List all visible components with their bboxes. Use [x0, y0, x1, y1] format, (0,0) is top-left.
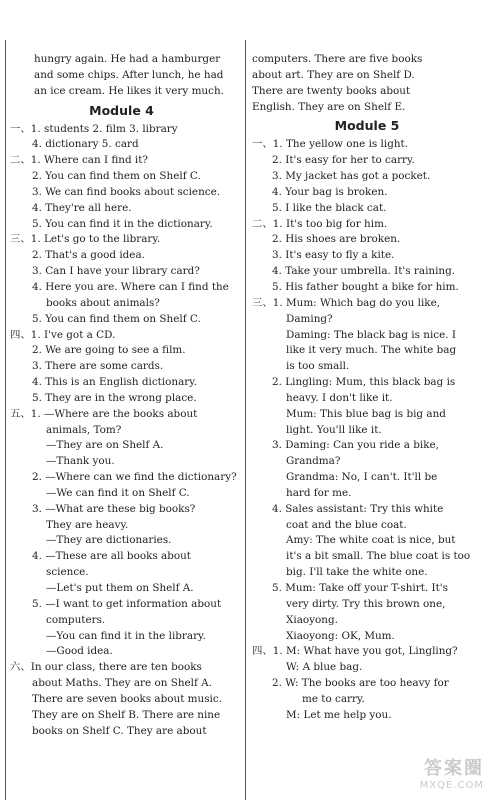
answer-line: Mum: This blue bag is big and [286, 407, 446, 420]
answer-line: books about animals? [46, 296, 160, 309]
answer-line: 4. They're all here. [32, 201, 132, 214]
answer-line: Amy: The white coat is nice, but [286, 534, 456, 547]
answer-line: 2. You can find them on Shelf C. [32, 170, 201, 183]
answer-line: 3. My jacket has got a pocket. [272, 170, 431, 183]
answer-line: 5. Mum: Take off your T-shirt. It's [272, 582, 448, 594]
left-margin-rule [5, 40, 6, 800]
answer-line: 2. We are going to see a film. [32, 344, 186, 357]
answer-line: it's a bit small. The blue coat is too [286, 550, 471, 563]
answer-line: science. [46, 566, 89, 579]
answer-line: 5. They are in the wrong place. [32, 391, 197, 404]
answer-line: 5. —I want to get information about [32, 597, 222, 610]
answer-line: 3. Can I have your library card? [32, 265, 200, 278]
right-column [252, 52, 482, 724]
answer-line: hard for me. [286, 486, 352, 499]
answer-line: 4. This is an English dictionary. [32, 376, 198, 389]
answer-line: very dirty. Try this brown one, [286, 597, 446, 610]
answer-line: 3. We can find books about science. [32, 185, 221, 198]
answer-line: 六、In our class, there are ten books [10, 661, 202, 674]
answer-line: —They are on Shelf A. [46, 439, 164, 452]
answer-line: 3. It's easy to fly a kite. [272, 249, 395, 262]
answer-line: Daming: The black bag is nice. I [286, 328, 456, 341]
answer-line: like it very much. The white bag [286, 344, 457, 357]
answer-line: —We can find it on Shelf C. [46, 486, 190, 499]
answer-line: 二、1. Where can I find it? [10, 154, 149, 167]
answer-line: 二、1. It's too big for him. [252, 217, 388, 230]
answer-line: computers. [46, 613, 106, 626]
answer-line: 三、1. Let's go to the library. [10, 233, 161, 246]
answer-line: 三、1. Mum: Which bag do you like, [252, 296, 441, 309]
answer-line: 2. It's easy for her to carry. [272, 154, 415, 167]
answer-line: animals, Tom? [46, 423, 122, 436]
watermark-logo [394, 758, 484, 796]
answer-line: coat and the blue coat. [286, 518, 407, 531]
answer-line: 一、1. The yellow one is light. [252, 138, 409, 151]
answer-line: is too small. [286, 360, 350, 373]
answer-line: big. I'll take the white one. [286, 566, 428, 579]
answer-line: —Let's put them on Shelf A. [46, 582, 194, 594]
watermark-url: MXQE.COM [419, 780, 484, 791]
answer-line: —You can find it in the library. [46, 629, 206, 642]
answer-line: W: A blue bag. [286, 661, 363, 674]
answer-line: 5. I like the black cat. [272, 201, 387, 214]
answer-line: light. You'll like it. [286, 423, 382, 436]
answer-line: computers. There are five books [252, 53, 423, 65]
left-column [10, 52, 237, 739]
answer-line: 5. You can find them on Shelf C. [32, 312, 201, 325]
answer-line: There are twenty books about [252, 84, 411, 97]
watermark-title: 答案圈 [424, 758, 484, 779]
answer-line: Xiaoyong: OK, Mum. [286, 629, 395, 642]
answer-line: 2. W: The books are too heavy for [272, 677, 449, 690]
module-heading: Module 4 [89, 102, 154, 118]
answer-line: an ice cream. He likes it very much. [34, 84, 224, 97]
answer-line: 4. Sales assistant: Try this white [272, 502, 444, 515]
answer-line: English. They are on Shelf E. [252, 100, 406, 113]
answer-line: 五、1. —Where are the books about [10, 407, 198, 420]
answer-line: books on Shelf C. They are about [32, 724, 207, 737]
answer-line: 2. —Where can we find the dictionary? [32, 471, 237, 484]
answer-line: They are on Shelf B. There are nine [32, 708, 221, 721]
answer-line: about art. They are on Shelf D. [252, 68, 415, 81]
answer-line: Daming? [286, 312, 333, 325]
answer-line: hungry again. He had a hamburger [34, 53, 221, 65]
answer-line: 4. Take your umbrella. It's raining. [272, 265, 456, 278]
answer-line: 一、1. students 2. film 3. library [10, 122, 178, 135]
answer-line: me to carry. [302, 692, 365, 705]
answer-line: —They are dictionaries. [46, 534, 172, 547]
answer-line: about Maths. They are on Shelf A. [32, 677, 212, 690]
answer-line: Xiaoyong. [286, 613, 338, 626]
answer-line: 3. There are some cards. [32, 360, 164, 373]
answer-line: 5. His father bought a bike for him. [272, 280, 459, 293]
answer-line: 2. Lingling: Mum, this black bag is [272, 376, 456, 389]
answer-line: and some chips. After lunch, he had [34, 68, 224, 81]
answer-line: Grandma? [286, 455, 341, 468]
answer-line: 四、1. I've got a CD. [10, 328, 116, 341]
answer-line: 4. —These are all books about [32, 550, 191, 563]
column-divider [245, 40, 246, 800]
answer-line: —Thank you. [46, 455, 115, 468]
answer-line: 3. Daming: Can you ride a bike, [272, 439, 439, 452]
answer-line: —Good idea. [46, 645, 113, 658]
answer-line: 4. Here you are. Where can I find the [32, 280, 229, 293]
answer-line: 4. dictionary 5. card [32, 138, 139, 151]
answer-line: They are heavy. [46, 518, 129, 531]
module-heading: Module 5 [334, 118, 400, 134]
answer-line: M: Let me help you. [286, 708, 392, 721]
answer-line: There are seven books about music. [32, 692, 222, 705]
answer-line: Grandma: No, I can't. It'll be [286, 471, 438, 484]
answer-line: 5. You can find it in the dictionary. [32, 217, 213, 230]
answer-line: 4. Your bag is broken. [272, 185, 388, 198]
answer-line: heavy. I don't like it. [286, 391, 393, 404]
answer-line: 四、1. M: What have you got, Lingling? [252, 645, 458, 658]
answer-line: 2. His shoes are broken. [272, 233, 401, 246]
answer-line: 2. That's a good idea. [32, 249, 145, 262]
answer-line: 3. —What are these big books? [32, 502, 196, 515]
